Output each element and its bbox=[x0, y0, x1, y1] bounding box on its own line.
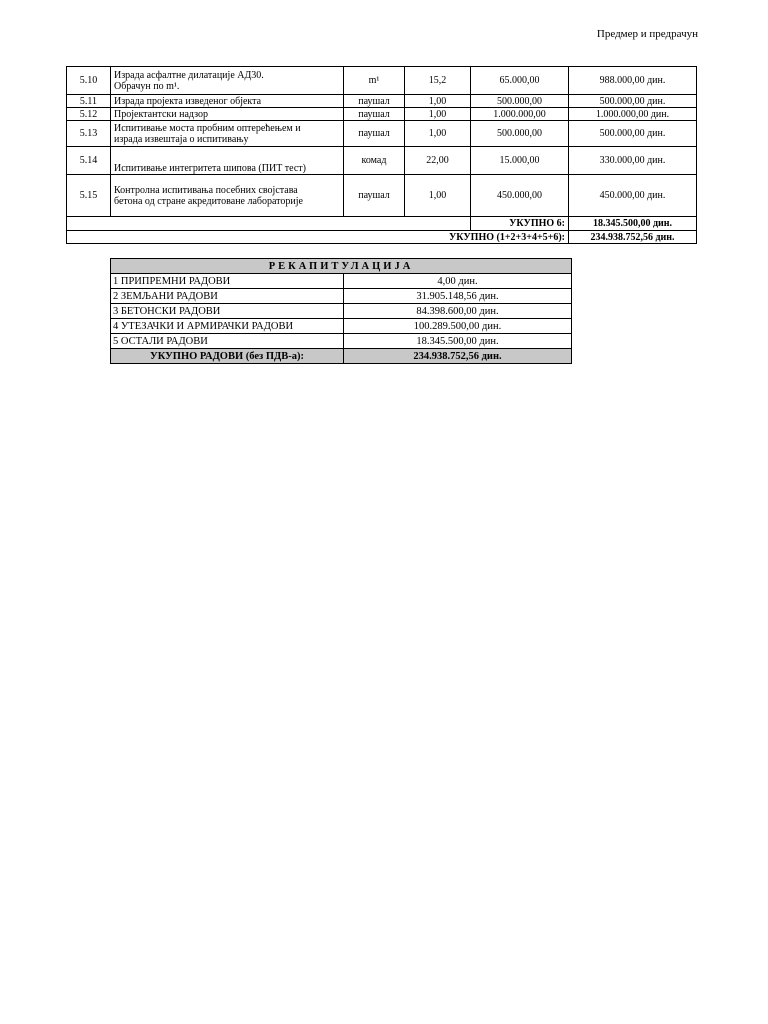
item-unit-price: 65.000,00 bbox=[471, 67, 569, 95]
subtotal-row bbox=[67, 217, 697, 231]
item-unit: паушал bbox=[344, 108, 405, 121]
item-description-line: Контролна испитивања посебних својстава bbox=[114, 184, 298, 196]
item-number: 5.11 bbox=[67, 95, 111, 108]
item-description-line: Испитивање интегритета шипова (ПИТ тест) bbox=[114, 163, 306, 174]
recap-label: 1 ПРИПРЕМНИ РАДОВИ bbox=[111, 274, 344, 289]
item-total: 450.000,00 дин. bbox=[569, 175, 697, 217]
recap-value: 4,00 дин. bbox=[344, 274, 572, 289]
item-unit-price: 450.000,00 bbox=[471, 175, 569, 217]
recap-row bbox=[111, 319, 572, 334]
recap-row bbox=[111, 289, 572, 304]
item-unit: m¹ bbox=[344, 67, 405, 95]
item-description-line: бетона од стране акредитоване лабораторије bbox=[114, 195, 303, 207]
item-quantity: 1,00 bbox=[405, 95, 471, 108]
item-description bbox=[111, 108, 344, 121]
table-row bbox=[67, 121, 697, 147]
item-number: 5.14 bbox=[67, 147, 111, 175]
item-description bbox=[111, 67, 344, 95]
recap-row bbox=[111, 334, 572, 349]
recap-label: 5 ОСТАЛИ РАДОВИ bbox=[111, 334, 344, 349]
table-row bbox=[67, 175, 697, 217]
item-quantity: 1,00 bbox=[405, 175, 471, 217]
recap-row bbox=[111, 274, 572, 289]
item-quantity: 1,00 bbox=[405, 121, 471, 147]
table-row bbox=[67, 67, 697, 95]
recap-title: РЕКАПИТУЛАЦИЈА bbox=[111, 259, 572, 274]
item-unit: паушал bbox=[344, 175, 405, 217]
item-number: 5.13 bbox=[67, 121, 111, 147]
item-unit-price: 500.000,00 bbox=[471, 121, 569, 147]
item-description-line: Обрачун по m¹. bbox=[114, 80, 180, 92]
page-header-title: Предмер и предрачун bbox=[596, 28, 698, 40]
recap-header-row bbox=[111, 259, 572, 274]
recap-total-value: 234.938.752,56 дин. bbox=[344, 349, 572, 364]
item-unit-price: 15.000,00 bbox=[471, 147, 569, 175]
table-row bbox=[67, 95, 697, 108]
recap-value: 31.905.148,56 дин. bbox=[344, 289, 572, 304]
recap-row bbox=[111, 304, 572, 319]
recap-total-row bbox=[111, 349, 572, 364]
recap-value: 100.289.500,00 дин. bbox=[344, 319, 572, 334]
subtotal-spacer bbox=[67, 217, 471, 231]
item-unit-price: 500.000,00 bbox=[471, 95, 569, 108]
item-quantity: 22,00 bbox=[405, 147, 471, 175]
item-description bbox=[111, 175, 344, 217]
item-number: 5.12 bbox=[67, 108, 111, 121]
recap-value: 84.398.600,00 дин. bbox=[344, 304, 572, 319]
grand-total-row bbox=[67, 231, 697, 244]
recap-label: 4 УТЕЗАЧКИ И АРМИРАЧКИ РАДОВИ bbox=[111, 319, 344, 334]
item-unit-price: 1.000.000,00 bbox=[471, 108, 569, 121]
item-unit: комад bbox=[344, 147, 405, 175]
subtotal-label: УКУПНО 6: bbox=[471, 217, 569, 231]
subtotal-value: 18.345.500,00 дин. bbox=[569, 217, 697, 231]
table-row bbox=[67, 147, 697, 175]
item-total: 500.000,00 дин. bbox=[569, 121, 697, 147]
item-description bbox=[111, 121, 344, 147]
item-description bbox=[111, 147, 344, 175]
item-total: 330.000,00 дин. bbox=[569, 147, 697, 175]
recap-total-label: УКУПНО РАДОВИ (без ПДВ-а): bbox=[111, 349, 344, 364]
item-number: 5.15 bbox=[67, 175, 111, 217]
recap-value: 18.345.500,00 дин. bbox=[344, 334, 572, 349]
table-row bbox=[67, 108, 697, 121]
item-number: 5.10 bbox=[67, 67, 111, 95]
items-table bbox=[66, 66, 697, 244]
item-quantity: 15,2 bbox=[405, 67, 471, 95]
recap-label: 2 ЗЕМЉАНИ РАДОВИ bbox=[111, 289, 344, 304]
item-unit: паушал bbox=[344, 95, 405, 108]
item-description-line: Израда асфалтне дилатације АД30. bbox=[114, 69, 264, 81]
item-unit: паушал bbox=[344, 121, 405, 147]
grand-total-value: 234.938.752,56 дин. bbox=[569, 231, 697, 244]
item-description bbox=[111, 95, 344, 108]
item-total: 1.000.000,00 дин. bbox=[569, 108, 697, 121]
item-description-line: израда извештаја о испитивању bbox=[114, 133, 249, 145]
item-total: 988.000,00 дин. bbox=[569, 67, 697, 95]
recap-label: 3 БЕТОНСКИ РАДОВИ bbox=[111, 304, 344, 319]
item-description-line: Израда пројекта изведеног објекта bbox=[114, 95, 262, 107]
item-total: 500.000,00 дин. bbox=[569, 95, 697, 108]
recap-table bbox=[110, 258, 572, 364]
item-description-line: Пројектантски надзор bbox=[114, 108, 208, 120]
grand-total-label: УКУПНО (1+2+3+4+5+6): bbox=[67, 231, 569, 244]
item-description-line: Испитивање моста пробним оптерећењем и bbox=[114, 122, 301, 134]
item-quantity: 1,00 bbox=[405, 108, 471, 121]
